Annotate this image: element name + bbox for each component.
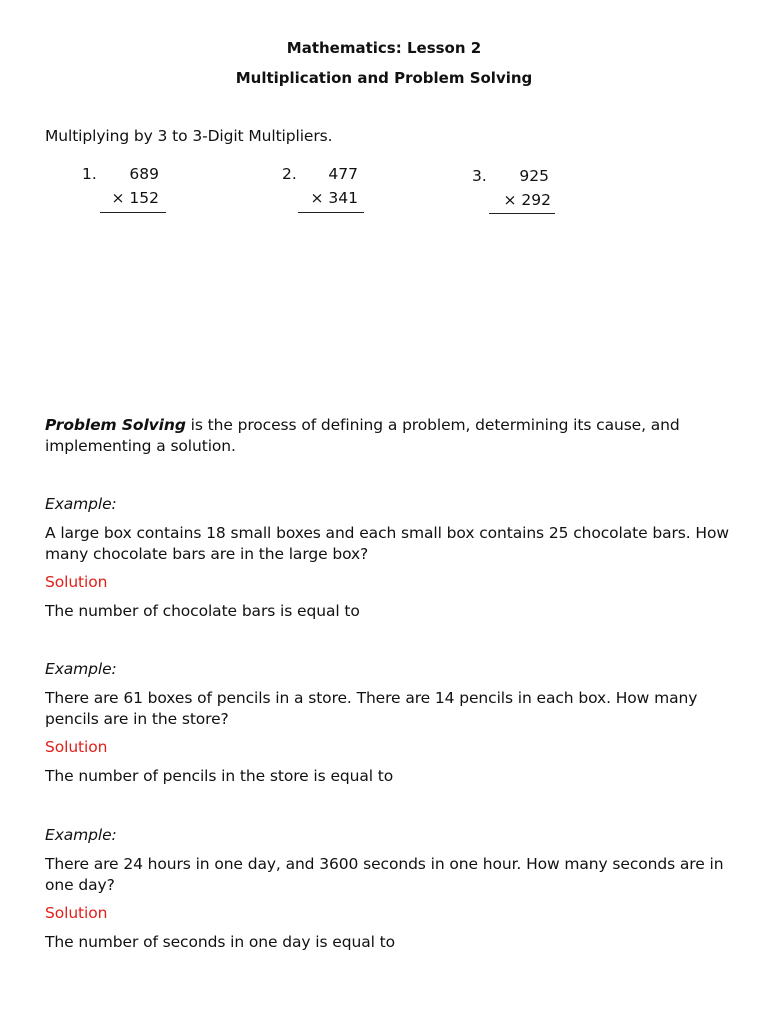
example-label: Example: xyxy=(45,495,117,513)
problem-solving-definition xyxy=(45,415,735,457)
multiplier: × 341 xyxy=(310,189,358,207)
example-question: A large box contains 18 small boxes and each small box contains 25 chocolate bars. How many chocolate bars are in the large box? xyxy=(45,524,729,563)
answer-prompt: The number of chocolate bars is equal to xyxy=(45,602,360,620)
solution-label: Solution xyxy=(45,573,108,591)
definition-text: is the process of defining a problem, determining its cause, and implementing a solution. xyxy=(45,416,680,455)
answer-prompt: The number of pencils in the store is equal to xyxy=(45,767,394,785)
multiplicand: 689 xyxy=(129,165,159,183)
answer-line xyxy=(298,212,364,213)
example-label: Example: xyxy=(45,660,117,678)
answer-line xyxy=(100,212,166,213)
example-question: There are 24 hours in one day, and 3600 seconds in one hour. How many seconds are in one day? xyxy=(45,855,724,894)
multiplicand: 925 xyxy=(519,167,549,185)
answer-line xyxy=(489,213,555,214)
problem-number: 2. xyxy=(282,165,297,183)
definition-term: Problem Solving xyxy=(45,416,186,434)
multiplier: × 292 xyxy=(503,191,551,209)
example-question: There are 61 boxes of pencils in a store. There are 14 pencils in each box. How many pencils are in the store? xyxy=(45,689,698,728)
problem-number: 3. xyxy=(472,167,487,185)
problem-number: 1. xyxy=(82,165,97,183)
solution-label: Solution xyxy=(45,738,108,756)
answer-prompt: The number of seconds in one day is equal to xyxy=(45,933,395,951)
lesson-title: Mathematics: Lesson 2 xyxy=(286,39,482,57)
multiplier: × 152 xyxy=(111,189,159,207)
multiplicand: 477 xyxy=(328,165,358,183)
example-label: Example: xyxy=(45,826,117,844)
section-heading: Multiplying by 3 to 3-Digit Multipliers. xyxy=(45,127,333,145)
solution-label: Solution xyxy=(45,904,108,922)
lesson-subtitle: Multiplication and Problem Solving xyxy=(235,69,533,87)
